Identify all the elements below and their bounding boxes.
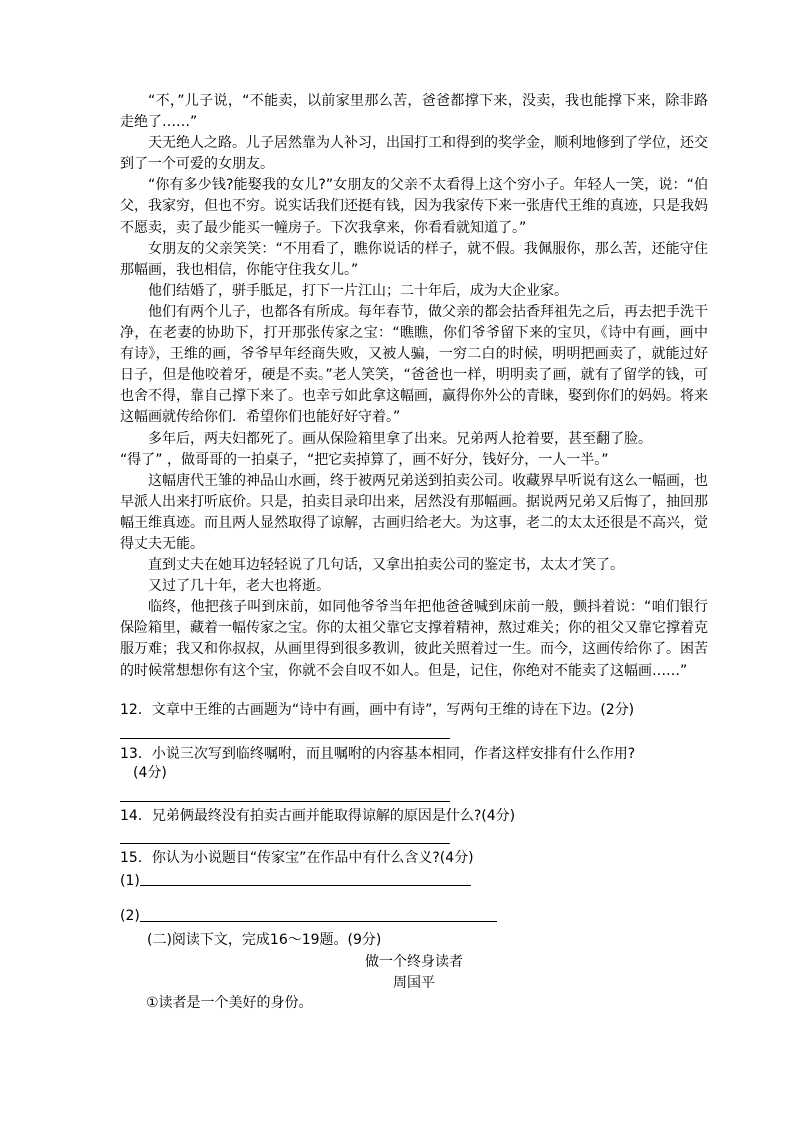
answer-line-15-2[interactable] bbox=[140, 921, 497, 922]
article-title: 做一个终身读者 bbox=[365, 954, 463, 970]
paragraph: “不，”儿子说，“不能卖，以前家里那么苦，爸爸都撑下来，没卖，我也能撑下来，除非路走绝了……” bbox=[120, 93, 708, 131]
question-13-score: (4分) bbox=[133, 765, 167, 781]
question-12: 12．文章中王维的古画题为“诗中有画，画中有诗”，写两句王维的诗在下边。(2分) bbox=[120, 702, 635, 718]
paragraph: “你有多少钱?能娶我的女儿?”女朋友的父亲不太看得上这个穷小子。年轻人一笑，说：“伯父，我家穷，但也不穷。说实话我们还挺有钱，因为我家传下来一张唐代王维的真迹，只是我妈不愿卖，卖了最少能买一幢房子。下次我拿来，你看看就知道了。” bbox=[120, 177, 708, 236]
article-paragraph-1: ①读者是一个美好的身份。 bbox=[146, 995, 313, 1011]
question-14: 14．兄弟俩最终没有拍卖古画并能取得谅解的原因是什么?(4分) bbox=[120, 808, 516, 824]
answer-label-1: (1) bbox=[120, 873, 140, 889]
question-15: 15．你认为小说题目“传家宝”在作品中有什么含义?(4分) bbox=[120, 850, 474, 866]
paragraph: 多年后，两夫妇都死了。画从保险箱里拿了出来。兄弟两人抢着要，甚至翻了脸。 bbox=[148, 430, 652, 447]
paragraph: 又过了几十年，老大也将逝。 bbox=[148, 578, 330, 595]
paragraph: 直到丈夫在她耳边轻轻说了几句话，又拿出拍卖公司的鉴定书，太太才笑了。 bbox=[148, 557, 624, 574]
answer-line-13[interactable] bbox=[120, 801, 450, 802]
story-body bbox=[120, 91, 708, 682]
section-2-intro: (二)阅读下文，完成16～19题。(9分) bbox=[147, 932, 382, 948]
answer-line-12[interactable] bbox=[120, 738, 450, 739]
question-13: 13．小说三次写到临终嘱咐，而且嘱咐的内容基本相同，作者这样安排有什么作用? bbox=[120, 746, 636, 762]
paragraph: 临终，他把孩子叫到床前，如同他爷爷当年把他爸爸喊到床前一般，颤抖着说：“咱们银行保险箱里，藏着一幅传家之宝。你的太祖父靠它支撑着精神，熬过难关；你的祖父又靠它撑着克服万难；我又和你叔叔，从画里得到很多教训，彼此关照着过一生。而今，这画传给你了。困苦的时候常想想你有这个宝，你就不会自叹不如人。但是，记住，你绝对不能卖了这幅画……” bbox=[120, 599, 708, 679]
article-author: 周国平 bbox=[393, 975, 435, 991]
answer-label-2: (2) bbox=[120, 908, 140, 924]
paragraph: 天无绝人之路。儿子居然靠为人补习，出国打工和得到的奖学金，顺利地修到了学位，还交到了一个可爱的女朋友。 bbox=[120, 135, 708, 173]
paragraph: 他们有两个儿子，也都各有所成。每年春节，做父亲的都会拈香拜祖先之后，再去把手洗干净，在老妻的协助下，打开那张传家之宝：“瞧瞧，你们爷爷留下来的宝贝，《诗中有画，画中有诗》，王维的画，爷爷早年经商失败，又被人骗，一穷二白的时候，明明把画卖了，就能过好日子，但是他咬着牙，硬是不卖。”老人笑笑，“爸爸也一样，明明卖了画，就有了留学的钱，可也舍不得，靠自己撑下来了。也幸亏如此拿这幅画，赢得你外公的青睐，娶到你们的妈妈。将来这幅画就传给你们．希望你们也能好好守着。” bbox=[120, 303, 708, 426]
paragraph: 他们结婚了，骈手胝足，打下一片江山；二十年后，成为大企业家。 bbox=[148, 282, 568, 299]
answer-line-14[interactable] bbox=[120, 843, 450, 844]
paragraph: 女朋友的父亲笑笑：“不用看了，瞧你说话的样子，就不假。我佩服你，那么苦，还能守住那幅画，我也相信，你能守住我女儿。” bbox=[120, 240, 708, 278]
paragraph: “得了” ，做哥哥的一拍桌子，“把它卖掉算了，画不好分，钱好分，一人一半。” bbox=[120, 451, 609, 468]
paragraph: 这幅唐代王雏的神品山水画，终于被两兄弟送到拍卖公司。收藏界早听说有这么一幅画，也早派人出来打听底价。只是，拍卖目录印出来，居然没有那幅画。据说两兄弟又后悔了，抽回那幅王维真迹。而且两人显然取得了谅解，古画归给老大。为这事，老二的太太还很是不高兴，觉得丈夫无能。 bbox=[120, 472, 708, 552]
answer-line-15-1[interactable] bbox=[140, 885, 471, 886]
